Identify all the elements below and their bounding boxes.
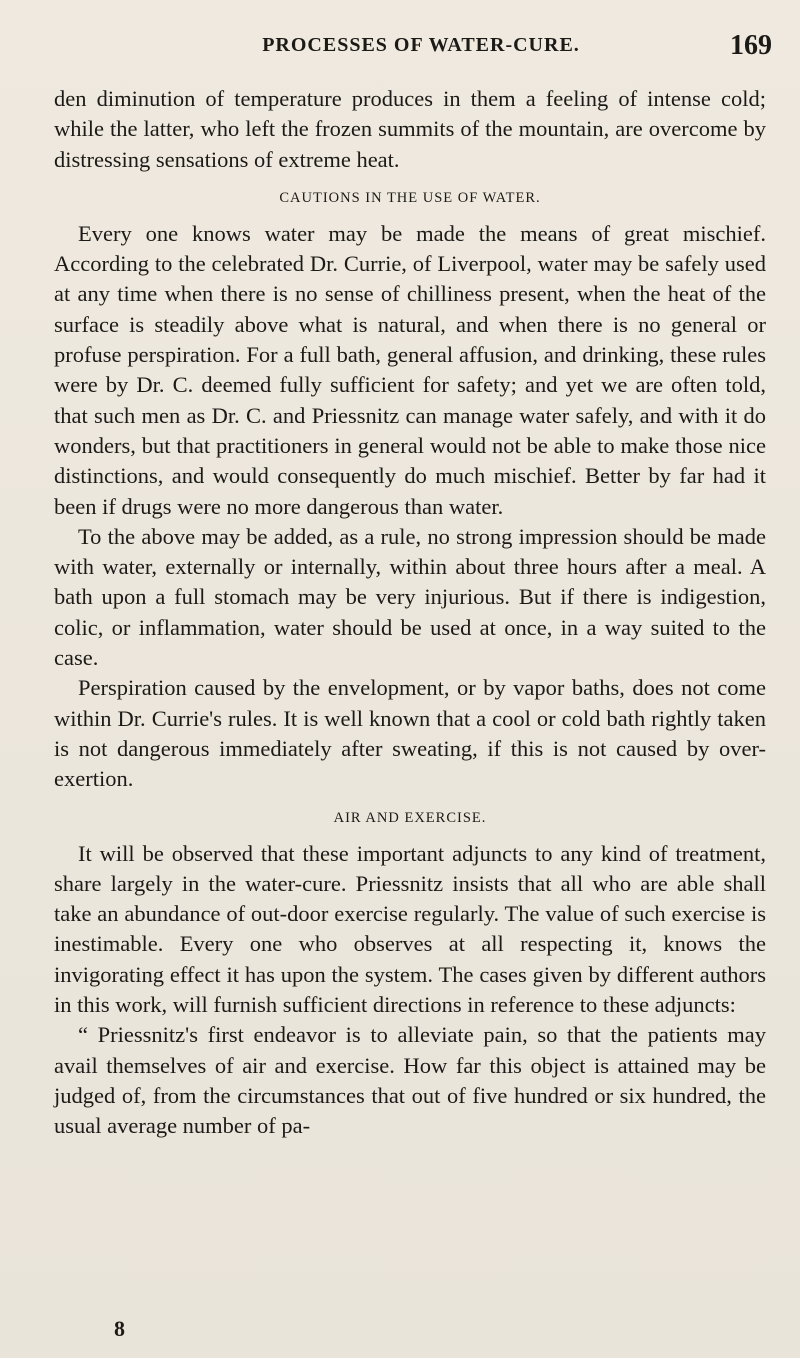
signature-mark: 8 (114, 1316, 125, 1341)
running-title: PROCESSES OF WATER-CURE. (262, 34, 580, 56)
paragraph-air-exercise-quote: “ Priessnitz's first endeavor is to alleviate pain, so that the patients may avail themselves of air and exercise. How far this object is attained may be judged of, from the circumstances that out of five hundred or six hundred, the usual average number of pa- (54, 1022, 766, 1139)
paragraph-cautions-3: Perspiration caused by the envelopment, or by vapor baths, does not come within Dr. Currie's rules. It is well known that a cool or cold bath rightly taken is not dangerous immediately after sweating, if this is not caused by over-exertion. (54, 675, 766, 792)
page-number: 169 (730, 30, 772, 61)
paragraph-cautions-1: Every one knows water may be made the means of great mischief. According to the celebrated Dr. Currie, of Liverpool, water may be safely used at any time when there is no sense of chilliness present, when the heat of the surface is steadily above what is natural, and when there is no general or profuse perspiration. For a full bath, general affusion, and drinking, these rules were by Dr. C. deemed fully sufficient for safety; and yet we are often told, that such men as Dr. C. and Priessnitz can manage water safely, and with it do wonders, but that practitioners in general would not be able to make those nice distinctions, and would consequently do much mischief. Better by far had it been if drugs were no more dangerous than water. (54, 220, 766, 519)
body-text (54, 84, 766, 1142)
paragraph-cautions-2: To the above may be added, as a rule, no strong impression should be made with water, externally or internally, within about three hours after a meal. A bath upon a full stomach may be very injurious. But if there is indigestion, colic, or inflammation, water should be used at once, in a way suited to the case. (54, 523, 766, 671)
running-head (70, 30, 772, 66)
paragraph-continuation: den diminution of temperature produces in them a feeling of intense cold; while the latter, who left the frozen summits of the mountain, are overcome by distressing sensations of extreme heat. (54, 86, 766, 172)
paragraph-air-exercise-1: It will be observed that these important adjuncts to any kind of treatment, share largely in the water-cure. Priessnitz insists that all who are able shall take an abundance of out-door exercise regularly. The value of such exercise is inestimable. Every one who observes at all respecting it, knows the invigorating effect it has upon the system. The cases given by different authors in this work, will furnish sufficient directions in reference to these adjuncts: (54, 840, 766, 1018)
section-heading-air-exercise: AIR AND EXERCISE. (333, 809, 487, 826)
section-heading-cautions: CAUTIONS IN THE USE OF WATER. (279, 189, 541, 206)
